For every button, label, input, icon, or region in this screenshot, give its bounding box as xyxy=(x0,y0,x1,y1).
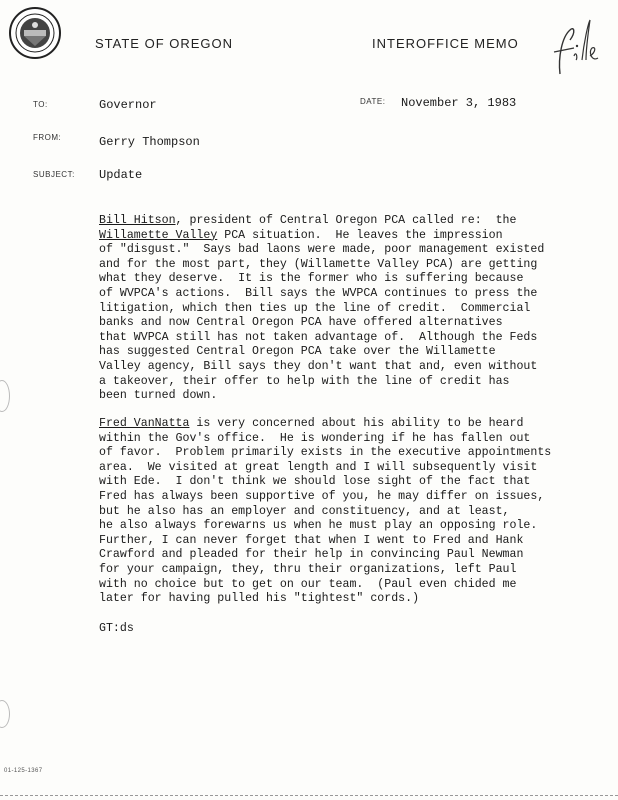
from-value: Gerry Thompson xyxy=(99,135,200,149)
para1-line2: PCA situation. He leaves the impression xyxy=(217,228,503,242)
subject-value: Update xyxy=(99,168,143,182)
memo-title: INTEROFFICE MEMO xyxy=(372,36,519,51)
from-label: FROM: xyxy=(33,133,62,142)
punch-hole xyxy=(0,700,10,728)
subject-label: SUBJECT: xyxy=(33,170,75,179)
initials: GT:ds xyxy=(99,622,134,635)
paragraph-2 xyxy=(99,417,551,607)
punch-hole xyxy=(0,380,10,412)
state-header: STATE OF OREGON xyxy=(95,36,234,51)
state-seal-icon xyxy=(8,6,62,60)
form-code: 01-125-1367 xyxy=(4,768,43,774)
bottom-edge xyxy=(0,795,618,797)
to-label: TO: xyxy=(33,100,48,109)
para2-line1: is very concerned about his ability to be heard xyxy=(189,417,524,430)
handwritten-file-note xyxy=(540,12,600,82)
para1-line1: , president of Central Oregon PCA called re: the xyxy=(175,214,517,227)
to-value: Governor xyxy=(99,98,157,112)
paragraph-1 xyxy=(99,214,544,404)
para2-body: within the Gov's office. He is wondering if he has fallen out of favor. Problem primarily exists in the executive appointments area. We visited at great length and I will subsequently visit with Ede. I don't think we should lose sight of the fact that Fred has always been supportive of you, he may differ on issues, but he also has an employer and constituency, and at least, he also always forewarns us when he must play an opposing role. Further, I can never forget that when I went to Fred and Hank Crawford and pleaded for their help in convincing Paul Newman for your campaign, they, thru their organizations, left Paul with no choice but to get on our team. (Paul even chided me later for having pulled his "tightest" cords.) xyxy=(99,431,552,606)
fred-vannatta-name: Fred VanNatta xyxy=(99,417,190,430)
date-label: DATE: xyxy=(360,97,386,106)
bill-hitson-name: Bill Hitson xyxy=(99,214,176,227)
date-value: November 3, 1983 xyxy=(401,96,517,110)
willamette-valley-text: Willamette Valley xyxy=(99,228,218,242)
para1-body: of "disgust." Says bad laons were made, poor management existed and for the most part, they (Willamette Valley PCA) are getting what they deserve. It is the former who is suffering because of WVPCA's actions. Bill says the WVPCA continues to press the litigation, which then ties up the line of credit. Commercial banks and now Central Oregon PCA have offered alternatives that WVPCA still has not taken advantage of. Although the Feds has suggested Central Oregon PCA take over the Willamette Valley agency, Bill says they don't want that and, even without a takeover, their offer to help with the line of credit has been turned down. xyxy=(99,243,545,403)
